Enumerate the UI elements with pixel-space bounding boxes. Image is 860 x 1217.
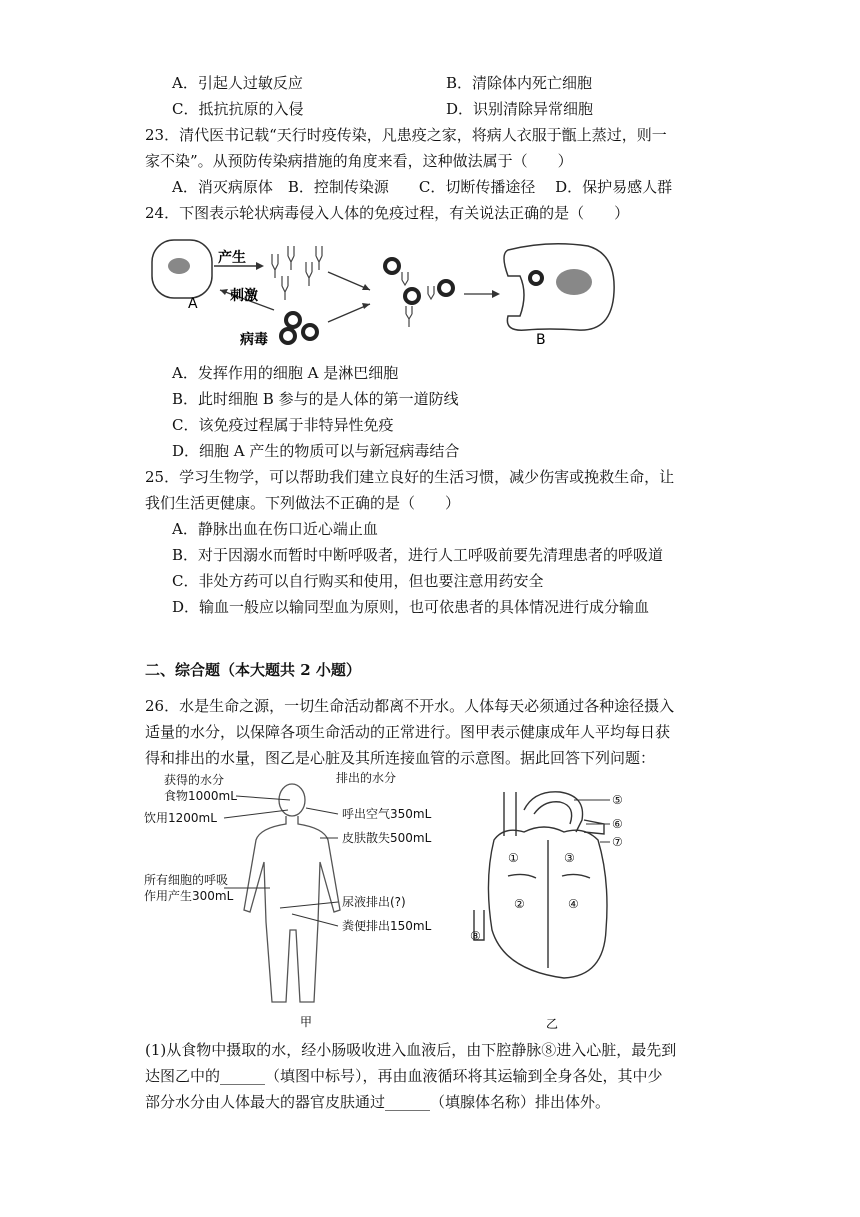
breath-label: 呼出空气350mL — [342, 807, 432, 821]
q25-stem-line1: 25．学习生物学，可以帮助我们建立良好的生活习惯，减少伤害或挽救生命，让 — [145, 468, 675, 486]
q23-options: A．消灭病原体 B．控制传染源 C．切断传播途径 D．保护易感人群 — [172, 178, 673, 196]
produce-arrowhead — [256, 262, 264, 270]
immune-process-figure — [148, 232, 618, 352]
q25-option-d: D．输血一般应以输同型血为原则，也可依患者的具体情况进行成分输血 — [172, 598, 650, 616]
q24-option-a: A．发挥作用的细胞 A 是淋巴细胞 — [172, 364, 399, 382]
q24-option-d: D．细胞 A 产生的物质可以与新冠病毒结合 — [172, 442, 460, 460]
antigen-antibody-complex — [383, 257, 455, 327]
cell-a-label: A — [188, 296, 198, 312]
heart-label-5: ⑤ — [612, 793, 623, 807]
q26-stem-line3: 得和排出的水量，图乙是心脏及其所连接血管的示意图。据此回答下列问题： — [145, 749, 656, 767]
heart-label-7: ⑦ — [612, 835, 623, 849]
section-heading: 二、综合题（本大题共 2 小题） — [145, 661, 361, 679]
drink-label: 饮用1200mL — [144, 811, 217, 825]
q23-stem-line2: 家不染”。从预防传染病措施的角度来看，这种做法属于（ ） — [145, 152, 573, 170]
heart-label-3: ③ — [564, 851, 575, 865]
cell-b-label: B — [536, 332, 546, 348]
food-label: 食物1000mL — [164, 789, 237, 803]
q22-option-c: C．抵抗抗原的入侵 — [172, 100, 304, 118]
heart-label-1: ① — [508, 851, 519, 865]
q26-sub1-line3: 部分水分由人体最大的器官皮肤通过______（填腺体名称）排出体外。 — [145, 1093, 611, 1111]
human-silhouette — [244, 784, 340, 1002]
engulfed-virus-core — [532, 274, 540, 282]
stimulate-label: 刺激 — [230, 288, 258, 304]
q26-stem-line2: 适量的水分，以保障各项生命活动的正常进行。图甲表示健康成年人平均每日获 — [145, 723, 671, 741]
virus-label: 病毒 — [240, 332, 268, 348]
respiration-label-line1: 所有细胞的呼吸 — [144, 873, 229, 887]
q25-stem-line2: 我们生活更健康。下列做法不正确的是（ ） — [145, 494, 461, 512]
heart-label-8: ⑧ — [470, 929, 481, 943]
q22-option-a: A．引起人过敏反应 — [172, 74, 303, 92]
q22-option-b: B．清除体内死亡细胞 — [446, 74, 593, 92]
water-balance-figure — [140, 770, 460, 1032]
heart-label-6: ⑥ — [612, 817, 623, 831]
q23-stem-line1: 23．清代医书记载“天行时疫传染，凡患疫之家，将病人衣服于甑上蒸过，则一 — [145, 126, 667, 144]
heart-label-4: ④ — [568, 897, 579, 911]
antibodies-group — [272, 246, 322, 300]
heart-figure — [464, 780, 644, 1032]
q22-option-d: D．识别清除异常细胞 — [446, 100, 594, 118]
q26-sub1-line1: (1)从食物中摄取的水，经小肠吸收进入血液后，由下腔静脉⑧进入心脏，最先到 — [145, 1041, 677, 1059]
produce-label: 产生 — [218, 250, 246, 266]
leader-lines — [224, 796, 338, 926]
heart-outline — [474, 792, 607, 978]
virus-group — [279, 311, 319, 345]
q25-option-a: A．静脉出血在伤口近心端止血 — [172, 520, 378, 538]
urine-label: 尿液排出(?) — [342, 895, 406, 909]
gain-title: 获得的水分 — [164, 773, 225, 787]
heart-label-2: ② — [514, 897, 525, 911]
q26-stem-line1: 26．水是生命之源，一切生命活动都离不开水。人体每天必须通过各种途径摄入 — [145, 697, 675, 715]
q25-option-c: C．非处方药可以自行购买和使用，但也要注意用药安全 — [172, 572, 544, 590]
cell-b-nucleus — [556, 269, 592, 295]
q24-option-b: B．此时细胞 B 参与的是人体的第一道防线 — [172, 390, 459, 408]
q25-option-b: B．对于因溺水而暂时中断呼吸者，进行人工呼吸前要先清理患者的呼吸道 — [172, 546, 664, 564]
respiration-label-line2: 作用产生300mL — [144, 889, 234, 903]
feces-label: 粪便排出150mL — [342, 919, 432, 933]
q26-sub1-line2: 达图乙中的______（填图中标号），再由血液循环将其运输到全身各处，其中少 — [145, 1067, 663, 1085]
out-title: 排出的水分 — [336, 771, 397, 785]
arrow-to-cell-b-head — [492, 290, 500, 298]
q24-stem: 24．下图表示轮状病毒侵入人体的免疫过程，有关说法正确的是（ ） — [145, 204, 630, 222]
figure-b-caption: 乙 — [546, 1017, 559, 1031]
arrow-virus-head — [362, 303, 370, 309]
cell-a-nucleus — [168, 258, 190, 274]
q24-option-c: C．该免疫过程属于非特异性免疫 — [172, 416, 394, 434]
figure-a-caption: 甲 — [300, 1015, 313, 1029]
skin-label: 皮肤散失500mL — [342, 831, 432, 845]
